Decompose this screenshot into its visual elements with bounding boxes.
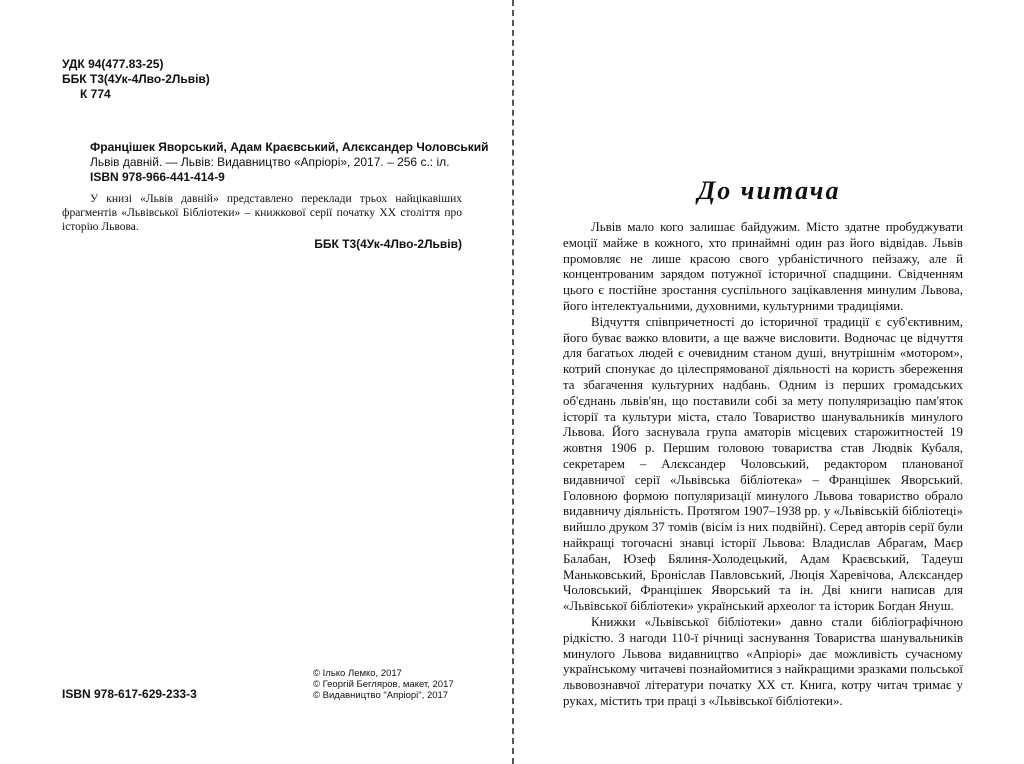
copyright-line: © Георгій Бегляров, макет, 2017 xyxy=(313,679,454,690)
authors-line: Францішек Яворський, Адам Краєвський, Алєксандер Чоловський xyxy=(90,140,489,154)
imprint-line: Львів давній. — Львів: Видавництво «Апріорі», 2017. – 256 с.: іл. xyxy=(90,155,450,169)
isbn-bottom: ISBN 978-617-629-233-3 xyxy=(62,687,197,701)
bibliographic-record xyxy=(90,140,489,185)
udk-code: УДК 94(477.83-25) xyxy=(62,57,164,71)
page-divider xyxy=(512,0,514,764)
foreword-text xyxy=(563,220,963,710)
copyright-line: © Видавництво "Апріорі", 2017 xyxy=(313,690,449,701)
bbk-code: ББК Т3(4Ук-4Лво-2Львів) xyxy=(62,72,210,86)
bbk-repeat: ББК Т3(4Ук-4Лво-2Львів) xyxy=(314,237,462,251)
paragraph: Відчуття співпричетності до історичної традиції є суб'єктивним, його буває важко вловити, а ще важче висловити. Водночас це відчуття для багатьох людей є очевидним станом душі, внутрішнім «мотором», котрий спонукає до цілеспрямованої діяльності на користь збереження та збагачення культурних надбань. Одним із перших громадських об'єднань львів'ян, що поставили собі за мету популяризацію пам'яток історії та культури міста, стало Товариство шанувальників минулого Львова. Його заснувала група аматорів місцевих старожитностей 19 жовтня 1906 р. Першим головою товариства став Людвік Кубаля, секретарем – Алєксандер Чоловський, редактором планованої видавничої серії «Львівська бібліотека» – Францішек Яворський. Головною формою популяризації минулого Львова товариство обрало видавничу діяльність. Протягом 1907–1938 рр. у «Львівській бібліотеці» вийшло друком 37 томів (вісім із них подвійні). Серед авторів серії були найкращі тогочасні знавці історії Львова: Владислав Абрагам, Маєр Балабан, Юзеф Бялиня-Холодецький, Адам Краєвський, Тадеуш Маньковський, Броніслав Павловський, Люція Харевічова, Алєксандер Чоловський, Францішек Яворський та ін. Дві книги написав для «Львівської бібліотеки» український археолог та історик Богдан Януш. xyxy=(563,314,963,614)
paragraph: Книжки «Львівської бібліотеки» давно стали бібліографічною рідкістю. З нагоди 110-ї річниці заснування Товариства шанувальників минулого Львова видавництво «Апріорі» дає можливість сучасному українському читачеві познайомитися з найкращими зразками польської львовознавчої літератури початку ХХ ст. Книга, котру читач тримає у руках, містить три праці з «Львівської бібліотеки». xyxy=(563,614,963,708)
classification-block xyxy=(62,57,210,102)
copyright-line: © Ілько Лемко, 2017 xyxy=(313,668,402,679)
copyright-block xyxy=(313,668,454,701)
isbn-main: ISBN 978-966-441-414-9 xyxy=(90,170,225,184)
paragraph: Львів мало кого залишає байдужим. Місто здатне пробуджувати емоції майже в кожного, хто принаймні один раз його відвідав. Львів промовляє не лише красою свого урбаністичного пейзажу, але й концентрованим зарядом потужної історичної спадщини. Свідченням цього є постійне зростання суспільного зацікавлення минулим Львова, його інтелектуальними, духовними, культурними традиціями. xyxy=(563,220,963,313)
page-title: До читача xyxy=(697,176,841,205)
author-mark: К 774 xyxy=(80,87,111,101)
annotation-text: У книзі «Львів давній» представлено переклади трьох найцікавіших фрагментів «Львівської Бібліотеки» – книжкової серії початку ХХ століття про історію Львова. xyxy=(62,193,462,233)
annotation-block xyxy=(62,192,462,251)
